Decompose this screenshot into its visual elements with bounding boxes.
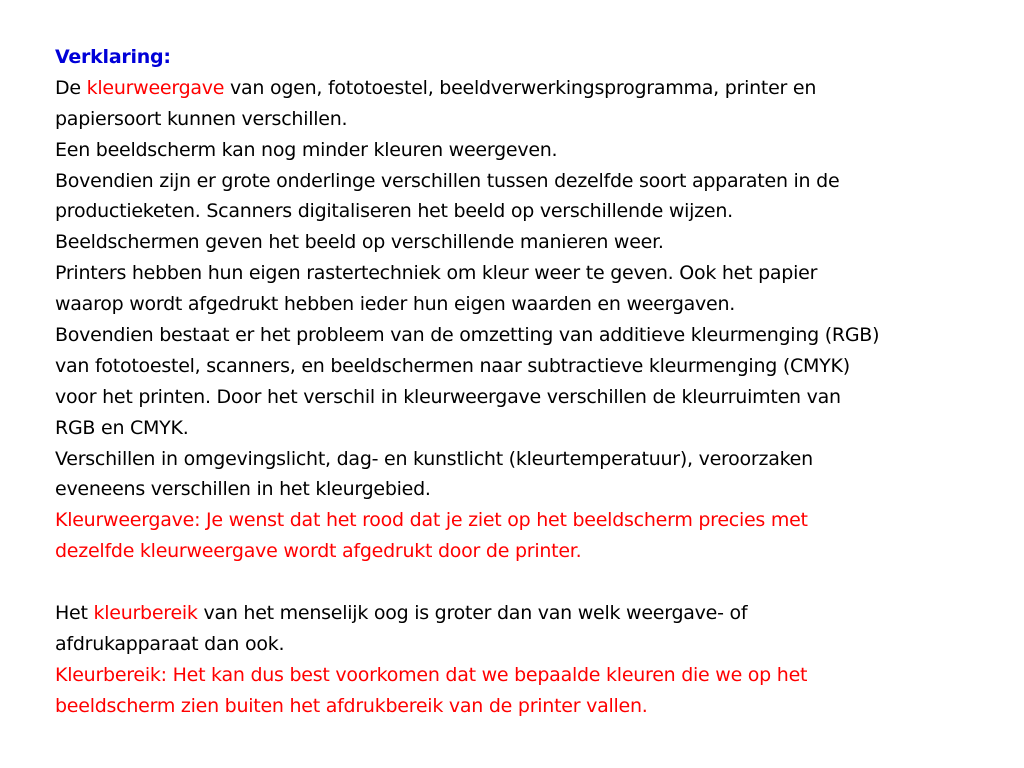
definition-kleurbereik-line-2: beeldscherm zien buiten het afdrukbereik van de printer vallen.	[55, 694, 648, 717]
definition-kleurbereik-line-1: Kleurbereik: Het kan dus best voorkomen dat we bepaalde kleuren die we op het	[55, 663, 808, 686]
text-line-13: Verschillen in omgevingslicht, dag- en kunstlicht (kleurtemperatuur), veroorzaken	[55, 447, 813, 470]
paragraph2-line-1	[55, 598, 995, 629]
text-line-1	[55, 73, 995, 104]
explanation-text-block	[55, 42, 995, 722]
text-line-1-pre: De	[55, 76, 87, 99]
text-line-7: Printers hebben hun eigen rastertechniek om kleur weer te geven. Ook het papier	[55, 262, 818, 285]
text-line-2: papiersoort kunnen verschillen.	[55, 107, 348, 130]
blank-line	[55, 567, 995, 598]
paragraph2-pre: Het	[55, 602, 94, 625]
text-line-3: Een beeldscherm kan nog minder kleuren weergeven.	[55, 138, 558, 161]
text-line-14: eveneens verschillen in het kleurgebied.	[55, 478, 431, 501]
text-line-10: van fototoestel, scanners, en beeldschermen naar subtractieve kleurmenging (CMYK)	[55, 354, 850, 377]
text-line-11: voor het printen. Door het verschil in kleurweergave verschillen de kleurruimten van	[55, 385, 841, 408]
text-line-8: waarop wordt afgedrukt hebben ieder hun eigen waarden en weergaven.	[55, 293, 736, 316]
paragraph2-line-2: afdrukapparaat dan ook.	[55, 632, 285, 655]
definition-kleurweergave-line-2: dezelfde kleurweergave wordt afgedrukt door de printer.	[55, 540, 582, 563]
paragraph2-post: van het menselijk oog is groter dan van welk weergave- of	[197, 602, 748, 625]
text-line-6: Beeldschermen geven het beeld op verschillende manieren weer.	[55, 231, 664, 254]
term-kleurweergave: kleurweergave	[86, 76, 225, 99]
definition-kleurweergave-line-1: Kleurweergave: Je wenst dat het rood dat je ziet op het beeldscherm precies met	[55, 509, 808, 532]
heading-verklaring: Verklaring:	[55, 46, 171, 68]
text-line-12: RGB en CMYK.	[55, 416, 189, 439]
text-line-4: Bovendien zijn er grote onderlinge verschillen tussen dezelfde soort apparaten in de	[55, 169, 840, 192]
text-line-1-post: van ogen, fototoestel, beeldverwerkingsprogramma, printer en	[224, 76, 817, 99]
term-kleurbereik: kleurbereik	[93, 602, 198, 625]
text-line-9: Bovendien bestaat er het probleem van de omzetting van additieve kleurmenging (RGB)	[55, 324, 880, 347]
text-line-5: productieketen. Scanners digitaliseren het beeld op verschillende wijzen.	[55, 200, 733, 223]
